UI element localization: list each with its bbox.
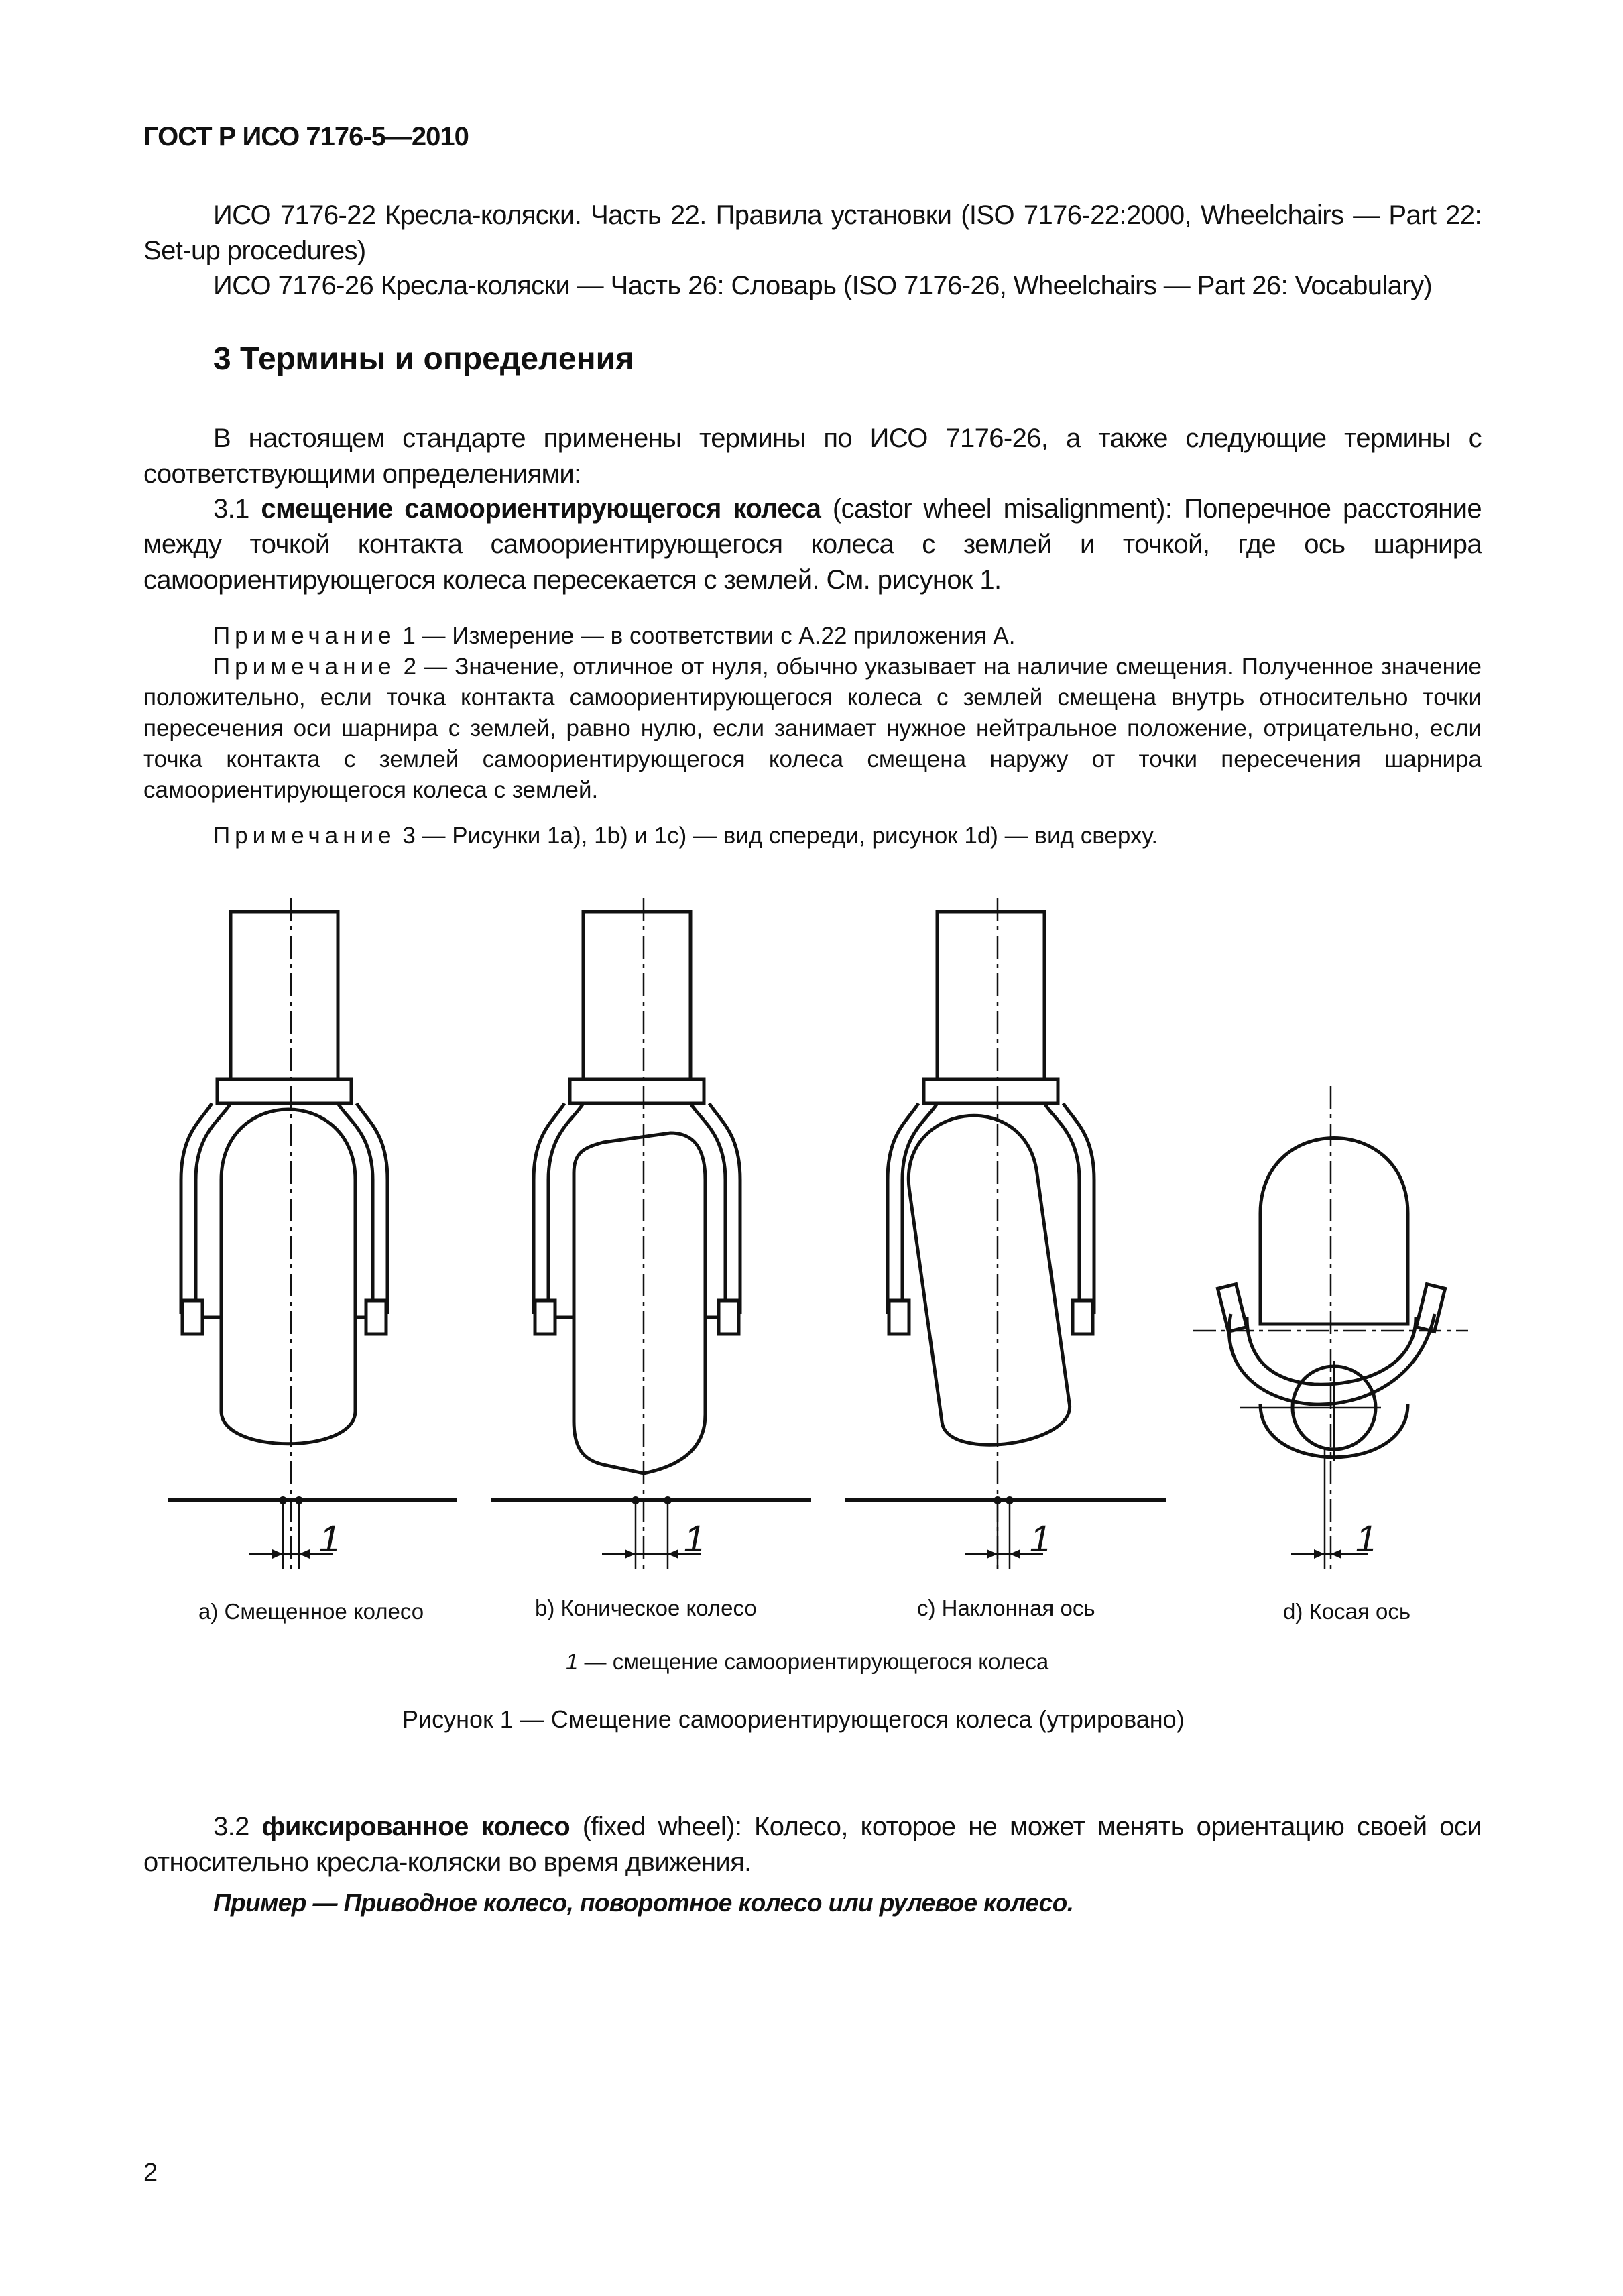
document-header: ГОСТ Р ИСО 7176-5—2010	[143, 122, 469, 152]
note-2-label: Примечание	[213, 654, 396, 680]
figure-d-skewed-axis	[1193, 1086, 1468, 1569]
figure-a-callout: 1	[319, 1517, 341, 1559]
note-1-label: Примечание	[213, 623, 396, 649]
term-3-2-term: фиксированное колесо	[261, 1812, 570, 1841]
note-2-text: 2 — Значение, отличное от нуля, обычно указывает на наличие смещения. Полученное значение положительно, если точка контакта самоориентирующегося колеса с землей смещена внутрь относительно точки пересечения оси шарнира с землей, равно нулю, если занимает нужное нейтральное положение, отрицательно, если точка контакта с землей самоориентирующегося колеса смещена наружу от точки пересечения шарнира самоориентирующегося колеса с землей.	[143, 654, 1482, 803]
subcaption-d: d) Косая ось	[1283, 1599, 1411, 1624]
reference-iso-7176-22: ИСО 7176-22 Кресла-коляски. Часть 22. Правила установки (ISO 7176-22:2000, Wheelchairs — Part 22: Set-up procedures)	[143, 200, 1482, 265]
term-3-1-text: (castor wheel misalignment): Поперечное расстояние между точкой контакта самоориентирующегося колеса с землей и точкой, где ось шарнира самоориентирующегося колеса пересекается с землей. См. рисунок 1.	[143, 494, 1482, 595]
term-3-1-number: 3.1	[213, 494, 261, 524]
subcaption-b: b) Коническое колесо	[535, 1595, 757, 1620]
figure-legend-text: — смещение самоориентирующегося колеса	[578, 1649, 1049, 1674]
figure-a-offset-wheel	[168, 898, 457, 1569]
example-3-2: Пример — Приводное колесо, поворотное колесо или рулевое колесо.	[213, 1889, 1074, 1917]
note-1-text: 1 — Измерение — в соответствии с А.22 приложения А.	[396, 623, 1016, 649]
figure-b-conical-wheel	[491, 898, 811, 1569]
subcaption-a: а) Смещенное колесо	[198, 1599, 424, 1624]
figure-b-callout: 1	[684, 1517, 705, 1559]
section-intro: В настоящем стандарте применены термины по ИСО 7176-26, а также следующие термины с соответствующими определениями:	[143, 424, 1482, 489]
term-3-2-text: (fixed wheel): Колесо, которое не может менять ориентацию своей оси относительно кресла-коляски во время движения.	[143, 1812, 1482, 1877]
note-3-text: 3 — Рисунки 1а), 1b) и 1с) — вид спереди, рисунок 1d) — вид сверху.	[396, 823, 1158, 849]
reference-iso-7176-26: ИСО 7176-26 Кресла-коляски — Часть 26: Словарь (ISO 7176-26, Wheelchairs — Part 26: Vocabulary)	[213, 271, 1433, 300]
figure-legend	[566, 1649, 1048, 1675]
note-3-label: Примечание	[213, 823, 396, 849]
figure-legend-number: 1	[566, 1649, 579, 1674]
figure-d-callout: 1	[1356, 1517, 1377, 1559]
page-number: 2	[143, 2159, 158, 2187]
subcaption-c: с) Наклонная ось	[917, 1595, 1095, 1620]
term-3-2	[143, 1809, 1482, 1880]
term-3-2-number: 3.2	[213, 1812, 262, 1841]
term-3-1-term: смещение самоориентирующегося колеса	[261, 494, 821, 524]
figure-caption: Рисунок 1 — Смещение самоориентирующегося колеса (утрировано)	[402, 1705, 1185, 1733]
figure-c-inclined-axis	[845, 898, 1166, 1569]
figure-c-callout: 1	[1030, 1517, 1051, 1559]
section-title: 3 Термины и определения	[213, 341, 635, 377]
